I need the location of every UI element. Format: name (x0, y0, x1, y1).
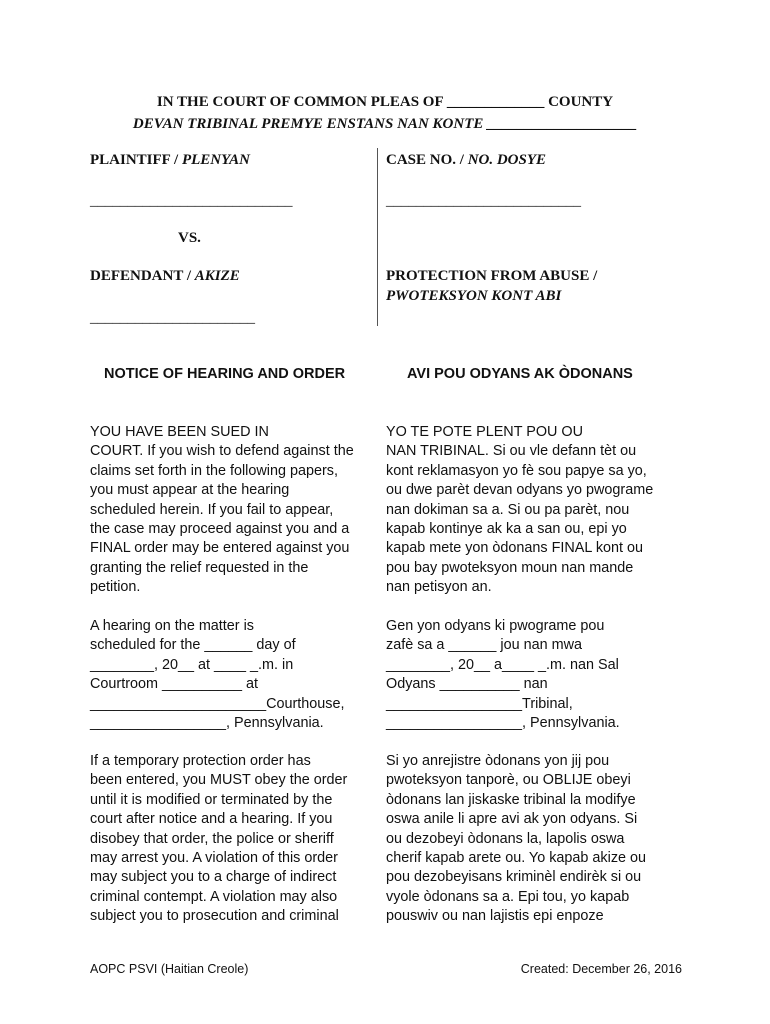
case-number-label-creole: NO. DOSYE (467, 152, 547, 168)
case-number-blank-line: __________________________ (386, 193, 581, 209)
plaintiff-label-english: PLAINTIFF / (90, 152, 182, 168)
form-id-footer: AOPC PSVI (Haitian Creole) (90, 962, 249, 976)
court-header-creole: DEVAN TRIBINAL PREMYE ENSTANS NAN KONTE ____________________ (132, 116, 638, 132)
created-date-footer: Created: December 26, 2016 (520, 962, 682, 976)
temporary-order-paragraph-creole: Si yo anrejistre òdonans yon jij pou pwoteksyon tanporè, ou OBLIJE obeyi òdonans lan jiskaske tribinal la modifye oswa anile li apre avi ak yon odyans. Si ou dezobeyi òdonans la, lapolis oswa cherif kapab arete ou. Yo kapab akize ou pou dezobeyisans kriminèl endirèk si ou vyole òdonans sa a. Epi tou, yo kapab pouswiv ou nan lajistis epi enpoze (386, 753, 647, 925)
temporary-order-paragraph-english: If a temporary protection order has been entered, you MUST obey the order until it is modified or terminated by the court after notice and a hearing. If you disobey that order, the police or sheriff may arrest you. A violation of this order may subject you to a charge of indirect criminal contempt. A violation may also subject you to prosecution and criminal (90, 753, 348, 925)
defendant-blank-line: ______________________ (90, 310, 255, 326)
plaintiff-label-creole: PLENYAN (181, 152, 251, 168)
court-header-english: IN THE COURT OF COMMON PLEAS OF _____________ COUNTY (156, 94, 614, 110)
plaintiff-label (90, 152, 250, 169)
sued-notice-paragraph-english: YOU HAVE BEEN SUED IN COURT. If you wish to defend against the claims set forth in the following papers, you must appear at the hearing scheduled herein. If you fail to appear, the case may proceed against you and a FINAL order may be entered against you granting the relief requested in the petition. (90, 424, 354, 596)
case-number-label-english: CASE NO. / (386, 152, 468, 168)
defendant-label (90, 268, 240, 285)
hearing-schedule-paragraph-english: A hearing on the matter is scheduled for the ______ day of ________, 20__ at ____ _.m. in Courtroom __________ at ______________________Courthouse, _________________, Pennsylvania. (90, 618, 345, 732)
hearing-schedule-paragraph-creole: Gen yon odyans ki pwograme pou zafè sa a ______ jou nan mwa ________, 20__ a____ _.m. nan Sal Odyans __________ nan _________________Tribinal, _________________, Pennsylvania. (386, 618, 620, 732)
defendant-label-creole: AKIZE (194, 268, 240, 284)
caption-divider (377, 148, 378, 326)
pfa-label-english: PROTECTION FROM ABUSE / (386, 268, 598, 284)
notice-title-english: NOTICE OF HEARING AND ORDER (104, 366, 346, 382)
pfa-label-creole: PWOTEKSYON KONT ABI (386, 288, 562, 304)
notice-title-creole: AVI POU ODYANS AK ÒDONANS (407, 366, 633, 382)
case-number-label (386, 152, 546, 169)
defendant-label-english: DEFENDANT / (90, 268, 195, 284)
sued-notice-paragraph-creole: YO TE POTE PLENT POU OU NAN TRIBINAL. Si ou vle defann tèt ou kont reklamasyon yo fè sou papye sa yo, ou dwe parèt devan odyans yo pwograme nan dokiman sa a. Si ou pa parèt, nou kapab kontinye ak ka a san ou, epi yo kapab mete yon òdonans FINAL kont ou pou bay pwoteksyon moun nan mande nan petisyon an. (386, 424, 654, 596)
plaintiff-blank-line: ___________________________ (90, 193, 293, 209)
versus-label: VS. (178, 230, 201, 246)
